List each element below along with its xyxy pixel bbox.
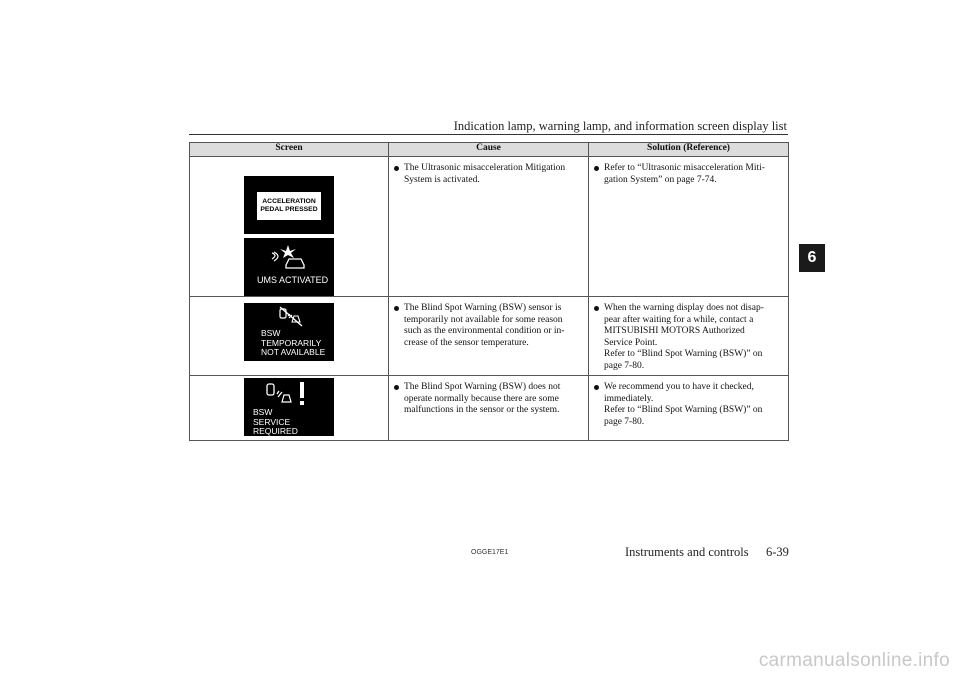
screen-cell [190,297,389,376]
watermark-text: carmanualsonline.info [758,650,950,671]
cause-cell: The Blind Spot Warning (BSW) sensor is temporarily not available for some reason such as the environmental condition or in- crease of the sensor temperature. [389,297,589,376]
bullet-icon [594,166,599,171]
ums-activated-text: UMS ACTIVATED [257,275,329,285]
bullet-icon [394,385,399,390]
solution-cell: When the warning display does not disap- pear after waiting for a while, contact a MITSUBISHI MOTORS Authorized Service Point. Refer to “Blind Spot Warning (BSW)” on page 7-80. [589,297,789,376]
bsw-service-display [244,378,334,436]
bsw-unavailable-icon [278,306,304,328]
document-code: OGGE17E1 [471,549,509,556]
ums-activated-display [244,238,334,296]
bullet-icon [594,385,599,390]
bullet-icon [394,306,399,311]
header-rule [189,134,788,135]
bullet-icon [394,166,399,171]
column-header-cause: Cause [389,143,589,157]
screen-cell [190,376,389,441]
bullet-icon [594,306,599,311]
cause-cell: The Ultrasonic misacceleration Mitigation System is activated. [389,157,589,297]
cause-cell: The Blind Spot Warning (BSW) does not operate normally because there are some malfunctions in the sensor or the system. [389,376,589,441]
solution-cell: We recommend you to have it checked, immediately. Refer to “Blind Spot Warning (BSW)” on page 7-80. [589,376,789,441]
page-number: 6-39 [766,545,789,559]
bsw-service-icon [264,381,314,407]
ums-car-icon [270,243,308,271]
accel-pedal-message: ACCELERATION PEDAL PRESSED [257,192,321,220]
bsw-service-text: BSW SERVICE REQUIRED [253,407,298,436]
table-row [190,157,789,297]
solution-cell: Refer to “Ultrasonic misacceleration Miti- gation System” on page 7-74. [589,157,789,297]
bsw-unavailable-text: BSW TEMPORARILY NOT AVAILABLE [261,328,326,357]
accel-pedal-display [244,176,334,234]
page-header-title: Indication lamp, warning lamp, and information screen display list [453,119,787,133]
footer-section-title: Instruments and controls [625,545,749,559]
table-row [190,376,789,441]
display-list-table [189,142,789,441]
column-header-screen: Screen [190,143,389,157]
table-row [190,297,789,376]
column-header-solution: Solution (Reference) [589,143,789,157]
screen-cell [190,157,389,297]
bsw-unavailable-display [244,303,334,361]
chapter-tab: 6 [799,244,825,272]
